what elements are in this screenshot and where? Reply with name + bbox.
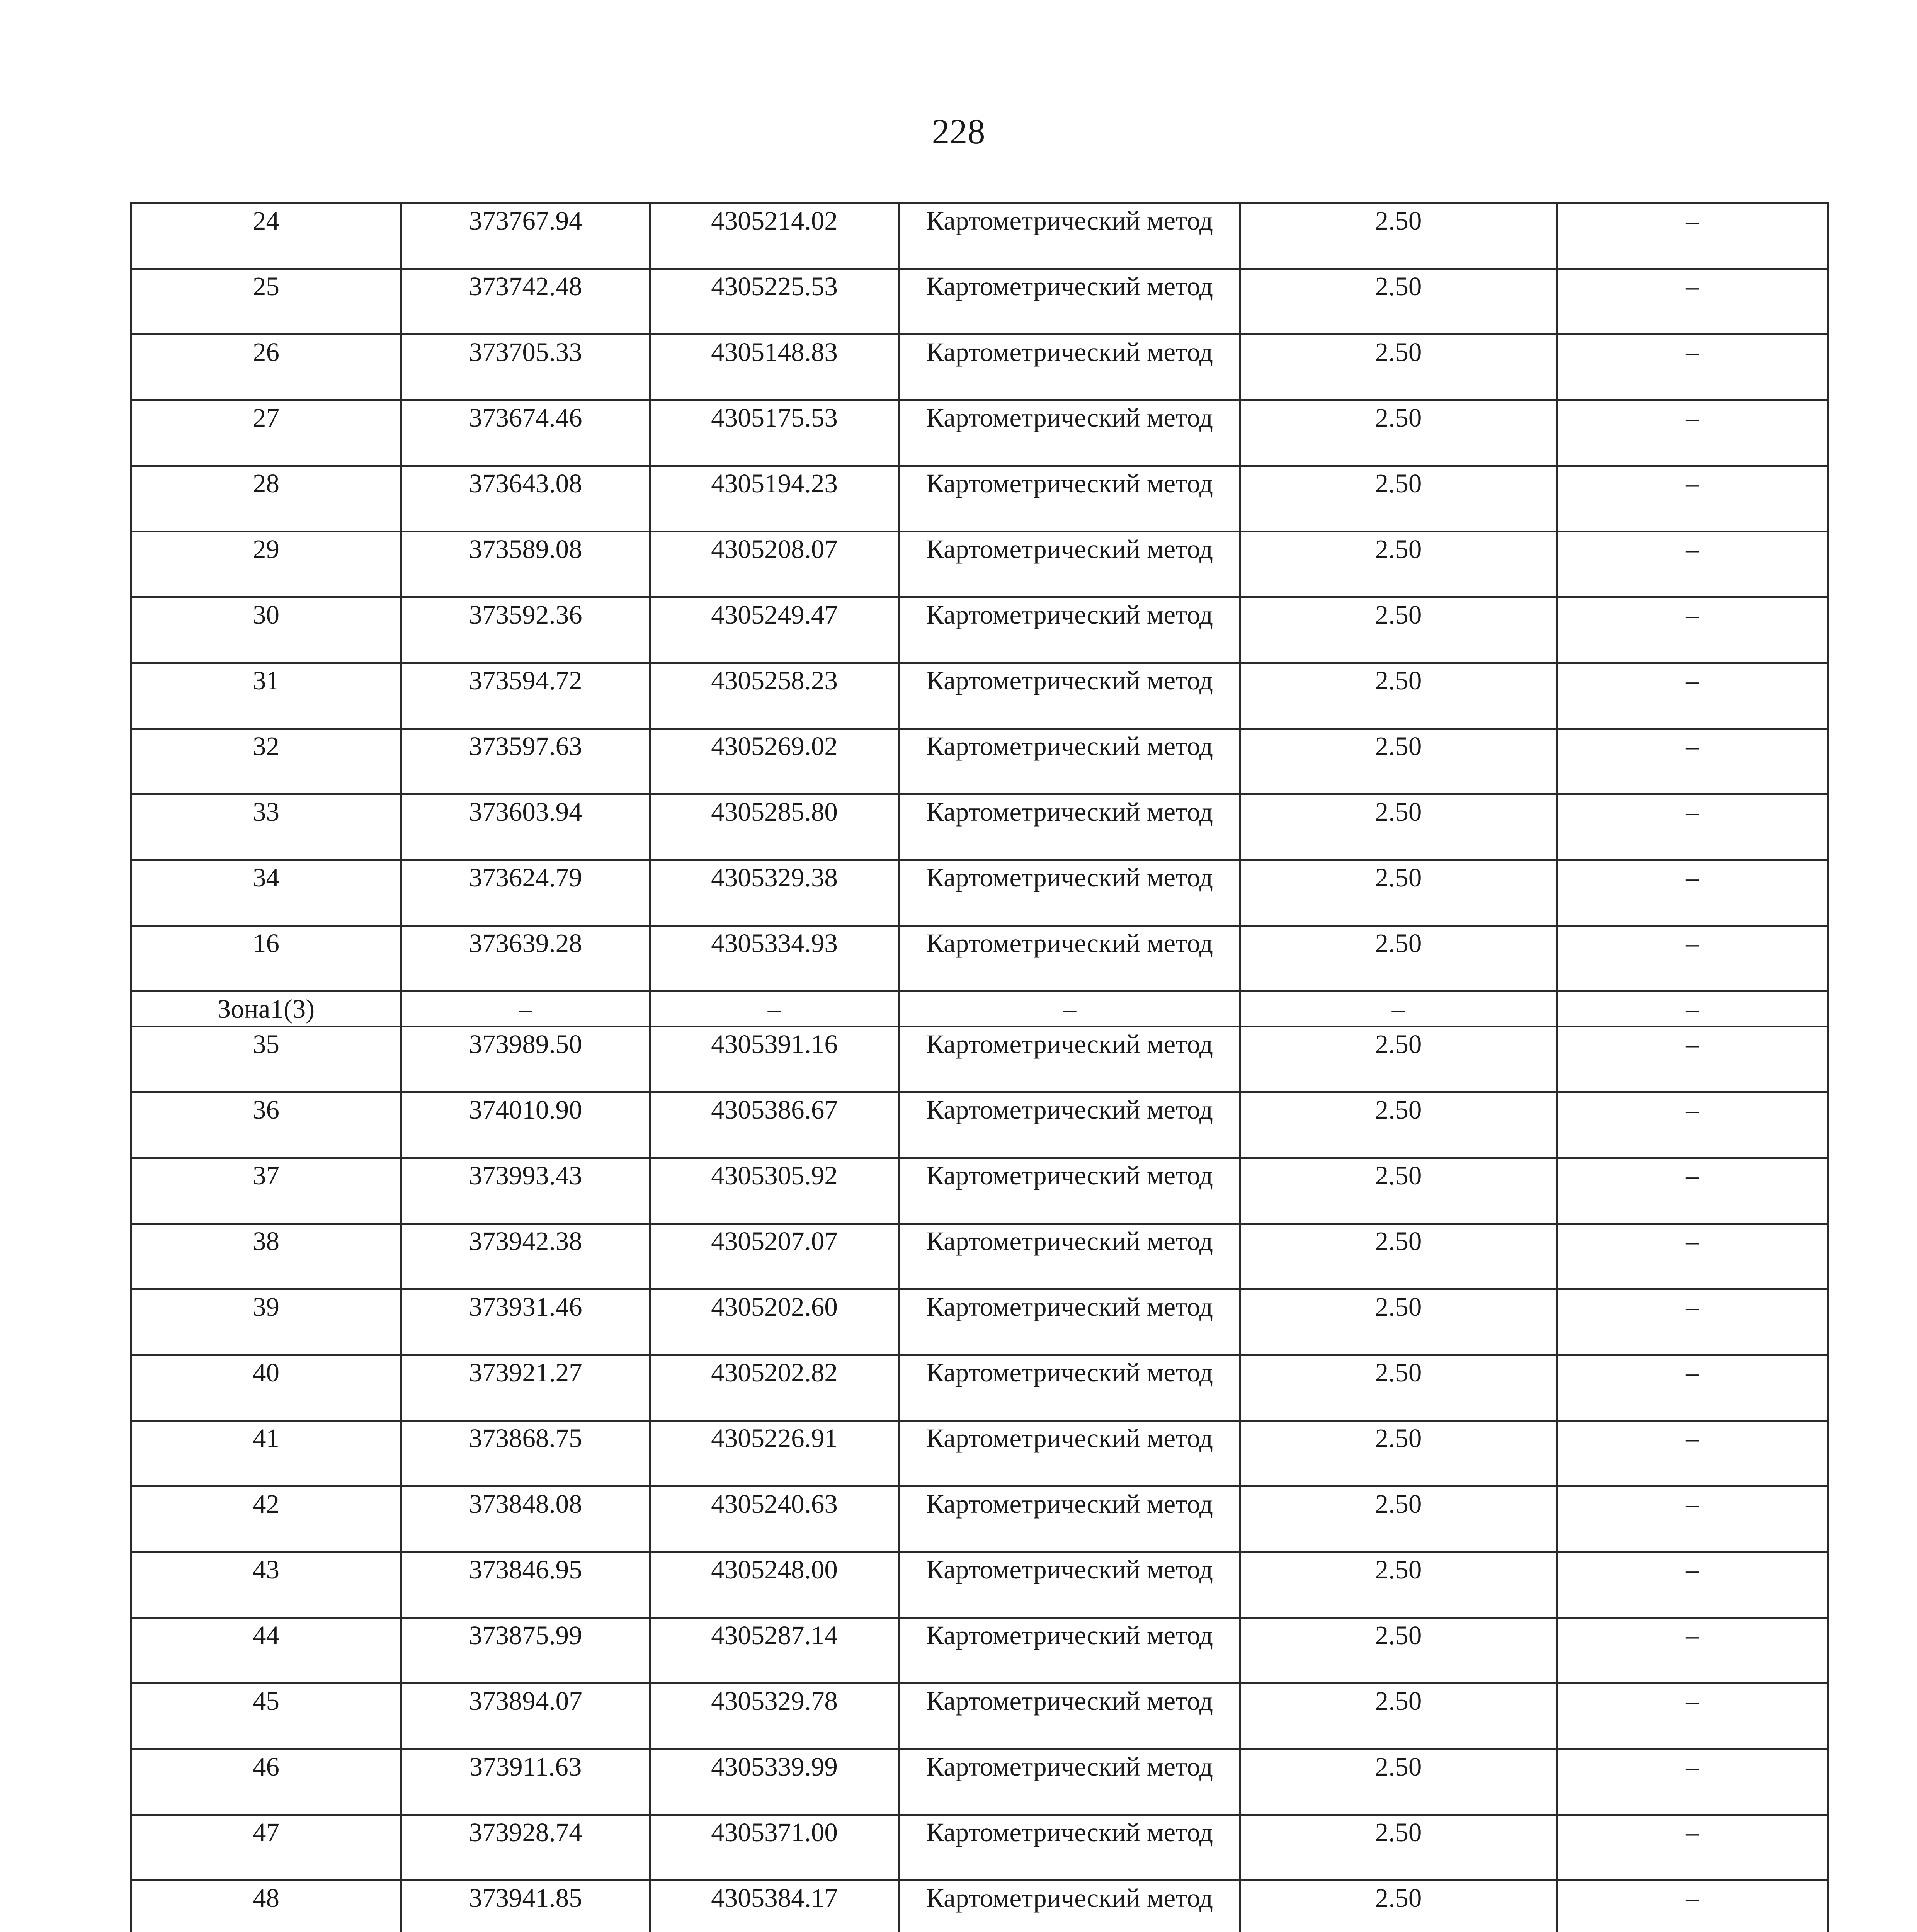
cell-accuracy: 2.50 [1240,1092,1557,1158]
table-row [131,794,1828,860]
cell-method: Картометрический метод [899,794,1240,860]
table-row [131,1815,1828,1881]
cell-y-coordinate: 4305269.02 [650,729,899,794]
cell-x-coordinate: 373767.94 [401,203,650,269]
cell-accuracy: 2.50 [1240,335,1557,400]
table-row [131,400,1828,466]
cell-y-coordinate: 4305285.80 [650,794,899,860]
cell-note: – [1557,1618,1828,1684]
cell-point-number: 45 [131,1684,401,1749]
table-row [131,1355,1828,1421]
cell-point-number: 30 [131,597,401,663]
cell-method: Картометрический метод [899,1158,1240,1224]
cell-method: – [899,992,1240,1027]
cell-accuracy: 2.50 [1240,663,1557,729]
cell-point-number: 47 [131,1815,401,1881]
table-body [131,203,1828,1932]
cell-y-coordinate: – [650,992,899,1027]
cell-accuracy: 2.50 [1240,1421,1557,1486]
cell-accuracy: 2.50 [1240,1749,1557,1815]
cell-method: Картометрический метод [899,860,1240,926]
table-row [131,203,1828,269]
cell-x-coordinate: 373624.79 [401,860,650,926]
cell-note: – [1557,860,1828,926]
cell-accuracy: 2.50 [1240,1618,1557,1684]
cell-y-coordinate: 4305249.47 [650,597,899,663]
cell-point-number: 36 [131,1092,401,1158]
cell-y-coordinate: 4305248.00 [650,1552,899,1618]
cell-accuracy: 2.50 [1240,203,1557,269]
cell-x-coordinate: 374010.90 [401,1092,650,1158]
cell-accuracy: – [1240,992,1557,1027]
cell-accuracy: 2.50 [1240,1815,1557,1881]
cell-accuracy: 2.50 [1240,1881,1557,1932]
cell-method: Картометрический метод [899,597,1240,663]
cell-point-number: 37 [131,1158,401,1224]
cell-point-number: 46 [131,1749,401,1815]
cell-method: Картометрический метод [899,1092,1240,1158]
cell-method: Картометрический метод [899,1881,1240,1932]
table-row [131,1421,1828,1486]
table-row [131,269,1828,335]
cell-method: Картометрический метод [899,1486,1240,1552]
cell-accuracy: 2.50 [1240,794,1557,860]
cell-note: – [1557,729,1828,794]
cell-accuracy: 2.50 [1240,597,1557,663]
cell-accuracy: 2.50 [1240,1224,1557,1289]
cell-accuracy: 2.50 [1240,532,1557,597]
cell-point-number: 29 [131,532,401,597]
cell-y-coordinate: 4305329.38 [650,860,899,926]
cell-note: – [1557,794,1828,860]
cell-point-number: 38 [131,1224,401,1289]
cell-point-number: 39 [131,1289,401,1355]
table-row [131,597,1828,663]
table-row [131,1749,1828,1815]
cell-y-coordinate: 4305371.00 [650,1815,899,1881]
cell-accuracy: 2.50 [1240,269,1557,335]
cell-note: – [1557,1552,1828,1618]
cell-method: Картометрический метод [899,663,1240,729]
table-row [131,1158,1828,1224]
cell-x-coordinate: 373941.85 [401,1881,650,1932]
page-number: 228 [932,112,985,151]
table-row [131,860,1828,926]
cell-method: Картометрический метод [899,1815,1240,1881]
cell-method: Картометрический метод [899,1027,1240,1092]
table-row [131,466,1828,532]
cell-y-coordinate: 4305148.83 [650,335,899,400]
cell-y-coordinate: 4305208.07 [650,532,899,597]
table-row [131,335,1828,400]
cell-y-coordinate: 4305386.67 [650,1092,899,1158]
table-row [131,1027,1828,1092]
cell-note: – [1557,1224,1828,1289]
cell-x-coordinate: 373603.94 [401,794,650,860]
cell-note: – [1557,269,1828,335]
cell-x-coordinate: 373589.08 [401,532,650,597]
cell-method: Картометрический метод [899,1355,1240,1421]
cell-note: – [1557,1486,1828,1552]
cell-accuracy: 2.50 [1240,1027,1557,1092]
cell-note: – [1557,663,1828,729]
cell-x-coordinate: 373989.50 [401,1027,650,1092]
cell-x-coordinate: 373894.07 [401,1684,650,1749]
cell-accuracy: 2.50 [1240,400,1557,466]
cell-note: – [1557,400,1828,466]
cell-point-number: 41 [131,1421,401,1486]
cell-point-number: 43 [131,1552,401,1618]
cell-method: Картометрический метод [899,400,1240,466]
cell-method: Картометрический метод [899,269,1240,335]
cell-note: – [1557,335,1828,400]
cell-x-coordinate: 373594.72 [401,663,650,729]
cell-method: Картометрический метод [899,1421,1240,1486]
cell-note: – [1557,1421,1828,1486]
cell-x-coordinate: 373993.43 [401,1158,650,1224]
cell-method: Картометрический метод [899,1552,1240,1618]
cell-point-number: 26 [131,335,401,400]
cell-method: Картометрический метод [899,729,1240,794]
cell-x-coordinate: 373911.63 [401,1749,650,1815]
cell-note: – [1557,1092,1828,1158]
table-row [131,1224,1828,1289]
cell-x-coordinate: 373921.27 [401,1355,650,1421]
cell-x-coordinate: 373942.38 [401,1224,650,1289]
cell-method: Картометрический метод [899,466,1240,532]
cell-method: Картометрический метод [899,926,1240,992]
cell-accuracy: 2.50 [1240,1486,1557,1552]
cell-point-number: 24 [131,203,401,269]
cell-accuracy: 2.50 [1240,1552,1557,1618]
cell-note: – [1557,1815,1828,1881]
cell-point-number: 42 [131,1486,401,1552]
cell-x-coordinate: 373643.08 [401,466,650,532]
cell-method: Картометрический метод [899,335,1240,400]
cell-y-coordinate: 4305202.82 [650,1355,899,1421]
cell-accuracy: 2.50 [1240,466,1557,532]
cell-accuracy: 2.50 [1240,860,1557,926]
cell-note: – [1557,1684,1828,1749]
cell-y-coordinate: 4305214.02 [650,203,899,269]
table-row [131,1486,1828,1552]
cell-method: Картометрический метод [899,1289,1240,1355]
cell-y-coordinate: 4305287.14 [650,1618,899,1684]
cell-note: – [1557,1027,1828,1092]
cell-method: Картометрический метод [899,1224,1240,1289]
table-row [131,1684,1828,1749]
cell-method: Картометрический метод [899,1749,1240,1815]
cell-point-number: 44 [131,1618,401,1684]
cell-point-number: 31 [131,663,401,729]
cell-point-number: 16 [131,926,401,992]
cell-y-coordinate: 4305258.23 [650,663,899,729]
cell-y-coordinate: 4305194.23 [650,466,899,532]
table-row [131,926,1828,992]
table-row [131,663,1828,729]
cell-point-number: Зона1(3) [131,992,401,1027]
cell-y-coordinate: 4305175.53 [650,400,899,466]
cell-x-coordinate: 373639.28 [401,926,650,992]
cell-point-number: 48 [131,1881,401,1932]
cell-x-coordinate: 373868.75 [401,1421,650,1486]
cell-point-number: 33 [131,794,401,860]
cell-note: – [1557,1881,1828,1932]
cell-y-coordinate: 4305384.17 [650,1881,899,1932]
cell-accuracy: 2.50 [1240,1158,1557,1224]
cell-point-number: 28 [131,466,401,532]
cell-note: – [1557,1355,1828,1421]
cell-note: – [1557,597,1828,663]
cell-method: Картометрический метод [899,532,1240,597]
zone-header-row [131,992,1828,1027]
cell-x-coordinate: 373928.74 [401,1815,650,1881]
cell-y-coordinate: 4305391.16 [650,1027,899,1092]
cell-x-coordinate: – [401,992,650,1027]
cell-y-coordinate: 4305305.92 [650,1158,899,1224]
cell-x-coordinate: 373705.33 [401,335,650,400]
cell-y-coordinate: 4305226.91 [650,1421,899,1486]
cell-note: – [1557,466,1828,532]
cell-method: Картометрический метод [899,203,1240,269]
cell-point-number: 34 [131,860,401,926]
cell-note: – [1557,1158,1828,1224]
cell-note: – [1557,203,1828,269]
cell-accuracy: 2.50 [1240,729,1557,794]
cell-x-coordinate: 373742.48 [401,269,650,335]
cell-note: – [1557,1749,1828,1815]
cell-y-coordinate: 4305339.99 [650,1749,899,1815]
cell-accuracy: 2.50 [1240,1355,1557,1421]
cell-note: – [1557,992,1828,1027]
cell-method: Картометрический метод [899,1684,1240,1749]
table-row [131,1618,1828,1684]
cell-x-coordinate: 373846.95 [401,1552,650,1618]
table-row [131,532,1828,597]
cell-y-coordinate: 4305202.60 [650,1289,899,1355]
cell-accuracy: 2.50 [1240,1289,1557,1355]
table-row [131,1092,1828,1158]
cell-point-number: 35 [131,1027,401,1092]
cell-point-number: 40 [131,1355,401,1421]
cell-point-number: 32 [131,729,401,794]
cell-note: – [1557,926,1828,992]
cell-x-coordinate: 373875.99 [401,1618,650,1684]
cell-y-coordinate: 4305207.07 [650,1224,899,1289]
cell-y-coordinate: 4305240.63 [650,1486,899,1552]
cell-note: – [1557,1289,1828,1355]
cell-x-coordinate: 373597.63 [401,729,650,794]
cell-x-coordinate: 373674.46 [401,400,650,466]
cell-x-coordinate: 373592.36 [401,597,650,663]
cell-point-number: 27 [131,400,401,466]
table-row [131,1289,1828,1355]
table-row [131,729,1828,794]
cell-x-coordinate: 373848.08 [401,1486,650,1552]
cell-y-coordinate: 4305329.78 [650,1684,899,1749]
table-row [131,1552,1828,1618]
cell-point-number: 25 [131,269,401,335]
cell-y-coordinate: 4305225.53 [650,269,899,335]
coordinates-table [130,202,1829,1932]
cell-accuracy: 2.50 [1240,1684,1557,1749]
cell-x-coordinate: 373931.46 [401,1289,650,1355]
cell-y-coordinate: 4305334.93 [650,926,899,992]
table-row [131,1881,1828,1932]
cell-accuracy: 2.50 [1240,926,1557,992]
cell-method: Картометрический метод [899,1618,1240,1684]
cell-note: – [1557,532,1828,597]
